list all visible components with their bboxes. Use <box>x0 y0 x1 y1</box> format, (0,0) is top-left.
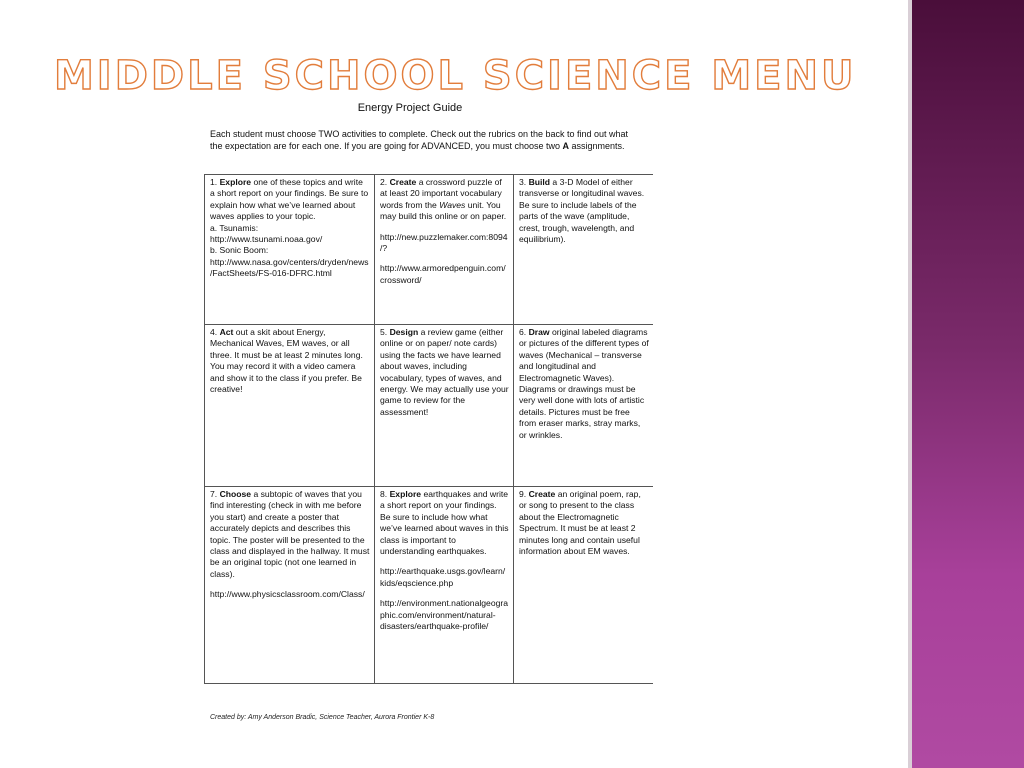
activity-cell-2 <box>375 175 514 325</box>
intro-paragraph <box>210 129 630 152</box>
activity-cell-3 <box>514 175 654 325</box>
activity-verb: Act <box>219 327 234 337</box>
activity-cell-6 <box>514 325 654 487</box>
activity-number: 1. <box>210 177 220 187</box>
activity-number: 8. <box>380 489 390 499</box>
activity-verb: Create <box>528 489 556 499</box>
activity-verb: Build <box>528 177 551 187</box>
activity-text: a 3-D Model of either transverse or longitudinal waves. Be sure to include labels of the parts of the wave (amplitude, crest, trough, wavelength, and equilibrium). <box>519 177 645 245</box>
activity-menu-table <box>204 174 653 684</box>
intro-text: Each student must choose TWO activities to complete. Check out the rubrics on the back to find out what the expectation are for each one. If you are going for ADVANCED, you must choose two <box>210 129 629 151</box>
unit-name: Waves <box>439 199 466 210</box>
activity-verb: Design <box>389 327 419 337</box>
table-row <box>205 325 654 487</box>
activity-text: out a skit about Energy, Mechanical Waves, EM waves, or all three. It must be at least 2 minutes long. You may record it with a video camera and show it to the class if you prefer. Be creative! <box>210 327 363 395</box>
activity-verb: Choose <box>219 489 252 499</box>
activity-number: 5. <box>380 327 390 337</box>
table-row <box>205 175 654 325</box>
topic-item: a. Tsunamis: <box>210 222 259 233</box>
activity-number: 9. <box>519 489 529 499</box>
activity-verb: Explore <box>389 489 422 499</box>
activity-cell-7 <box>205 487 375 684</box>
resource-link[interactable]: http://new.puzzlemaker.com:8094/? <box>380 231 508 254</box>
activity-number: 6. <box>519 327 529 337</box>
activity-text: a subtopic of waves that you find interesting (check in with me before you start) and create a poster that accurately depicts and describes this topic. The poster will be presented to the class and displayed in the hallway. It must be an original topic (not one learned in class). <box>210 489 370 579</box>
author-credit: Created by: Amy Anderson Bradic, Science Teacher, Aurora Frontier K-8 <box>210 714 435 721</box>
slide-title: MIDDLE SCHOOL SCIENCE MENU <box>54 53 857 99</box>
activity-cell-5 <box>375 325 514 487</box>
activity-verb: Create <box>389 177 417 187</box>
resource-link[interactable]: http://www.armoredpenguin.com/crossword/ <box>380 263 506 285</box>
decorative-sidebar <box>912 0 1024 768</box>
activity-text: an original poem, rap, or song to present to the class about the Electromagnetic Spectrum. It must be at least 2 minutes long and contain useful information about EM waves. <box>519 489 641 557</box>
resource-link[interactable]: http://environment.nationalgeographic.com/environment/natural-disasters/earthquake-profile/ <box>380 598 509 632</box>
intro-tail: assignments. <box>569 140 625 151</box>
activity-text: original labeled diagrams or pictures of the different types of waves (Mechanical – transverse and longitudinal and Electromagnetic Waves). Diagrams or drawings must be very well done with lots of artistic details. Pictures must be free from eraser marks, stray marks, or wrinkles. <box>519 327 649 440</box>
activity-text: a crossword puzzle of at least 20 important vocabulary words from the <box>380 177 502 210</box>
activity-verb: Draw <box>528 327 550 337</box>
document-heading: Energy Project Guide <box>357 102 463 114</box>
activity-cell-1 <box>205 175 375 325</box>
table-row <box>205 487 654 684</box>
activity-text: earthquakes and write a short report on your findings. Be sure to include how what we’ve learned about waves in this class is important to understanding earthquakes. <box>380 489 509 557</box>
activity-text: unit. You may build this online or on paper. <box>380 199 507 222</box>
activity-cell-8 <box>375 487 514 684</box>
resource-link[interactable]: http://www.physicsclassroom.com/Class/ <box>210 589 365 600</box>
activity-text: one of these topics and write a short report on your findings. Be sure to explain how what we’ve learned about waves applies to your topic. <box>210 177 369 222</box>
activity-number: 2. <box>380 177 390 187</box>
activity-number: 3. <box>519 177 529 187</box>
activity-cell-9 <box>514 487 654 684</box>
activity-cell-4 <box>205 325 375 487</box>
resource-link[interactable]: http://www.nasa.gov/centers/dryden/news/FactSheets/FS-016-DFRC.html <box>210 256 369 279</box>
activity-number: 4. <box>210 327 220 337</box>
activity-verb: Explore <box>219 177 252 187</box>
resource-link[interactable]: http://earthquake.usgs.gov/learn/kids/eqscience.php <box>380 566 506 588</box>
activity-number: 7. <box>210 489 220 499</box>
resource-link[interactable]: http://www.tsunami.noaa.gov/ <box>210 234 323 245</box>
topic-item: b. Sonic Boom: <box>210 245 269 256</box>
activity-text: a review game (either online or on paper/ note cards) using the facts we have learned about waves, including vocabulary, types of waves, and energy. We may actually use your game to review for the assessment! <box>380 327 509 417</box>
intro-bold-grade: A <box>562 140 570 151</box>
